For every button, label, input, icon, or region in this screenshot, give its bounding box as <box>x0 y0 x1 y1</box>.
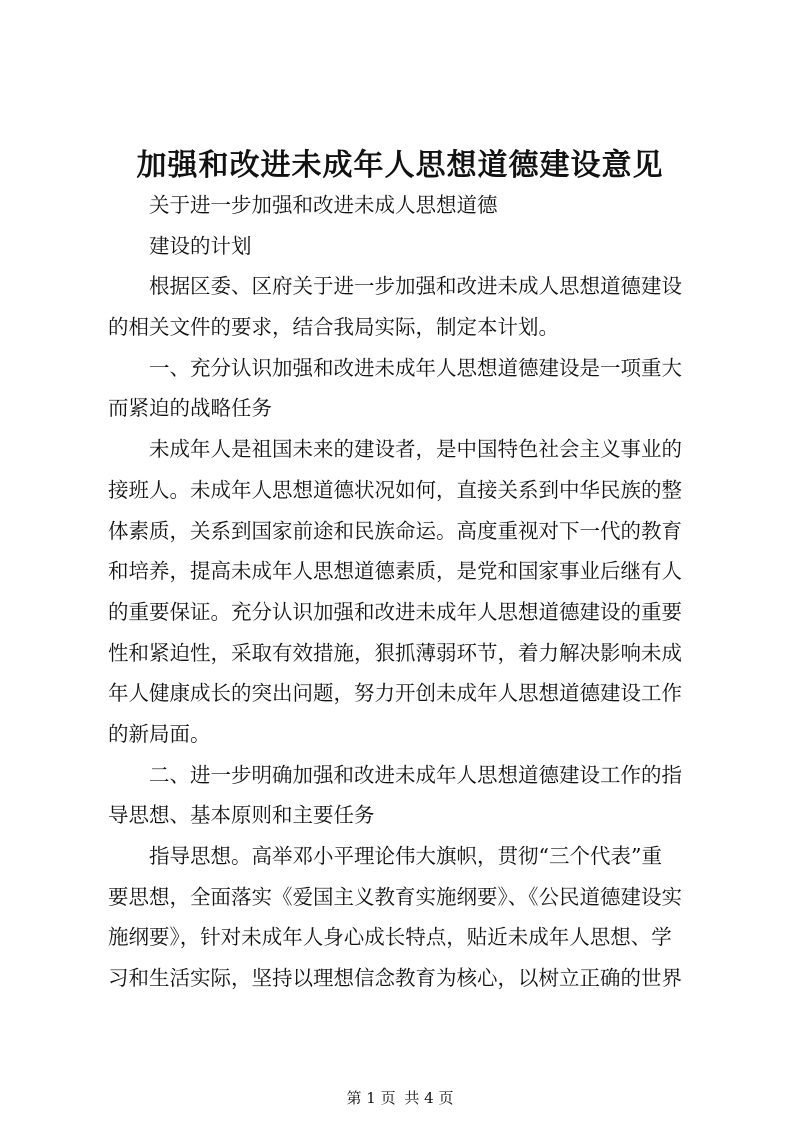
page-number: 第 1 页 <box>346 1089 396 1107</box>
paragraph-line: 施纲要》，针对未成年人身心成长特点，贴近未成年人思想、学 <box>108 925 672 949</box>
paragraph-line: 的重要保证。充分认识加强和改进未成年人思想道德建设的重要 <box>108 600 682 624</box>
paragraph-line: 根据区委、区府关于进一步加强和改进未成人思想道德建设 <box>149 274 682 298</box>
paragraph-line: 习和生活实际，坚持以理想信念教育为核心，以树立正确的世界 <box>108 966 682 990</box>
paragraph-line: 年人健康成长的突出问题，努力开创未成年人思想道德建设工作 <box>108 681 682 705</box>
document-title: 加强和改进未成年人思想道德建设意见 <box>136 148 664 183</box>
section-heading-line: 一、充分认识加强和改进未成年人思想道德建设是一项重大 <box>149 356 682 380</box>
paragraph-line: 的新局面。 <box>108 722 211 746</box>
paragraph-line: 未成年人是祖国未来的建设者，是中国特色社会主义事业的 <box>149 437 682 461</box>
page-total: 共 4 页 <box>404 1089 454 1107</box>
subtitle-line: 关于进一步加强和改进未成人思想道德 <box>149 193 498 217</box>
page-footer <box>0 1087 800 1108</box>
section-heading-line: 而紧迫的战略任务 <box>108 396 272 420</box>
paragraph-line: 的相关文件的要求，结合我局实际，制定本计划。 <box>108 315 559 339</box>
paragraph-line: 要思想，全面落实《爱国主义教育实施纲要》、《公民道德建设实 <box>108 885 682 909</box>
paragraph-line: 性和紧迫性，采取有效措施，狠抓薄弱环节，着力解决影响未成 <box>108 641 682 665</box>
paragraph-line: 接班人。未成年人思想道德状况如何，直接关系到中华民族的整 <box>108 478 682 502</box>
paragraph-line: 指导思想。高举邓小平理论伟大旗帜，贯彻“三个代表”重 <box>149 844 662 868</box>
subtitle-line: 建设的计划 <box>149 234 252 258</box>
paragraph-line: 体素质，关系到国家前途和民族命运。高度重视对下一代的教育 <box>108 519 682 543</box>
section-heading-line: 导思想、基本原则和主要任务 <box>108 803 375 827</box>
section-heading-line: 二、进一步明确加强和改进未成年人思想道德建设工作的指 <box>149 763 682 787</box>
paragraph-line: 和培养，提高未成年人思想道德素质，是党和国家事业后继有人 <box>108 559 682 583</box>
